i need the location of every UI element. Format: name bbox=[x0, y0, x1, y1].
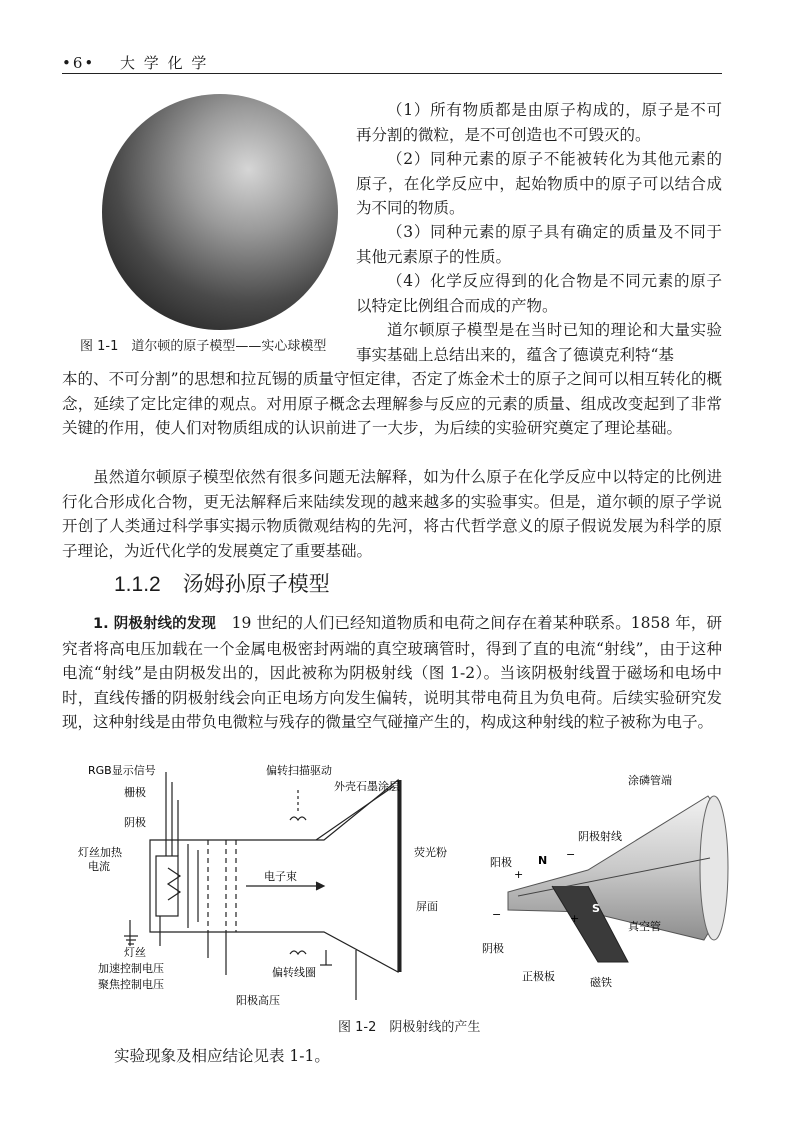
postulate-1: （1）所有物质都是由原子构成的，原子是不可再分割的微粒，是不可创造也不可毁灭的。 bbox=[356, 101, 722, 144]
label-filament: 灯丝 bbox=[124, 946, 146, 959]
tube-diagram bbox=[478, 762, 738, 1002]
sphere-image bbox=[100, 92, 340, 332]
label-phosphor: 荧光粉 bbox=[414, 846, 447, 859]
cathode-ray-paragraph bbox=[62, 611, 722, 735]
closing-line: 实验现象及相应结论见表 1-1。 bbox=[114, 1047, 330, 1065]
label-n-pole: N bbox=[538, 854, 548, 867]
label-beam: 电子束 bbox=[264, 870, 297, 883]
header-rule bbox=[62, 73, 722, 74]
subsection-lead: 1. 阴极射线的发现 bbox=[93, 616, 216, 632]
phosphor-screen bbox=[700, 796, 728, 940]
label-anode-hv: 阳极高压 bbox=[236, 994, 280, 1007]
label-minus-2: − bbox=[566, 848, 576, 861]
running-header bbox=[62, 52, 208, 73]
crt-schematic bbox=[76, 760, 476, 1010]
postulate-2: （2）同种元素的原子不能被转化为其他元素的原子，在化学反应中，起始物质中的原子可以结合成为不同的物质。 bbox=[356, 150, 722, 218]
figure-1-2-caption: 图 1-2 阴极射线的产生 bbox=[338, 1020, 481, 1035]
paragraph-summary-start: 道尔顿原子模型是在当时已知的理论和大量实验事实基础上总结出来的，蕴含了德谟克利特“基 bbox=[356, 321, 722, 364]
crt-diagram bbox=[76, 760, 476, 1010]
label-focus: 聚焦控制电压 bbox=[98, 978, 164, 991]
label-cathode-ray: 阴极射线 bbox=[578, 830, 622, 843]
section-heading bbox=[114, 568, 330, 598]
label-grid: 栅极 bbox=[124, 786, 146, 799]
label-accel: 加速控制电压 bbox=[98, 962, 164, 975]
label-yoke: 偏转线圈 bbox=[272, 966, 316, 979]
postulate-3: （3）同种元素的原子具有确定的质量及不同于其他元素原子的性质。 bbox=[356, 223, 722, 266]
dalton-sphere-figure bbox=[100, 92, 340, 332]
paragraph-summary-cont: 本的、不可分割”的思想和拉瓦锡的质量守恒定律，否定了炼金术士的原子之间可以相互转化的概念，延续了定比定律的观点。对用原子概念去理解参与反应的元素的质量、组成改变起到了非常关键的作用，使人们对物质组成的认识前进了一大步，为后续的实验研究奠定了理论基础。 bbox=[62, 370, 722, 438]
label-cathode: 阴极 bbox=[124, 816, 146, 829]
label-filament-current-2: 电流 bbox=[88, 860, 110, 873]
figure-1-1-caption: 图 1-1 道尔顿的原子模型——实心球模型 bbox=[80, 339, 327, 354]
label-vacuum-tube: 真空管 bbox=[628, 920, 661, 933]
label-deflect-drive: 偏转扫描驱动 bbox=[266, 764, 332, 777]
solid-sphere bbox=[102, 94, 338, 330]
label-graphite: 外壳石墨涂层 bbox=[334, 780, 400, 793]
postulate-4: （4）化学反应得到的化合物是不同元素的原子以特定比例组合而成的产物。 bbox=[356, 272, 722, 315]
glass-tube bbox=[508, 796, 726, 940]
label-plus-2: + bbox=[570, 912, 580, 925]
book-title: 大 学 化 学 bbox=[120, 54, 209, 72]
label-s-pole: S bbox=[592, 902, 600, 915]
paragraph-limitations: 虽然道尔顿原子模型依然有很多问题无法解释，如为什么原子在化学反应中以特定的比例进行化合形成化合物，更无法解释后来陆续发现的越来越多的实验事实。但是，道尔顿的原子学说开创了人类通过科学事实揭示物质微观结构的先河，将古代哲学意义的原子假说发展为科学的原子理论，为近代化学的发展奠定了重要基础。 bbox=[62, 468, 722, 560]
label-magnet: 磁铁 bbox=[590, 976, 612, 989]
page-number: •6• bbox=[62, 54, 96, 72]
label-phosphor-end: 涂磷管端 bbox=[628, 774, 672, 787]
label-filament-current-1: 灯丝加热 bbox=[78, 846, 122, 859]
label-positive-plate: 正极板 bbox=[522, 970, 555, 983]
label-rgb: RGB显示信号 bbox=[88, 764, 156, 777]
cathode-ray-tube-illustration bbox=[478, 762, 738, 1002]
label-minus-1: − bbox=[492, 908, 502, 921]
label-plus-1: + bbox=[514, 868, 524, 881]
section-number: 1.1.2 bbox=[114, 573, 161, 596]
section-title: 汤姆孙原子模型 bbox=[182, 572, 330, 596]
label-anode: 阳极 bbox=[490, 856, 512, 869]
label-screen: 屏面 bbox=[416, 900, 438, 913]
label-cathode-tube: 阴极 bbox=[482, 942, 504, 955]
subsection-text: 19 世纪的人们已经知道物质和电荷之间存在着某种联系。1858 年，研究者将高电压加载在一个金属电极密封两端的真空玻璃管时，得到了直的电流“射线”，由于这种电流“射线”是由阴极发出的，因此被称为阴极射线（图 1-2）。当该阴极射线置于磁场和电场中时，直线传播的阴极射线会向正电场方向发生偏转，说明其带电荷且为负电荷。后续实验研究发现，这种射线是由带负电微粒与残存的微量空气碰撞产生的，构成这种射线的粒子被称为电子。 bbox=[62, 614, 722, 732]
